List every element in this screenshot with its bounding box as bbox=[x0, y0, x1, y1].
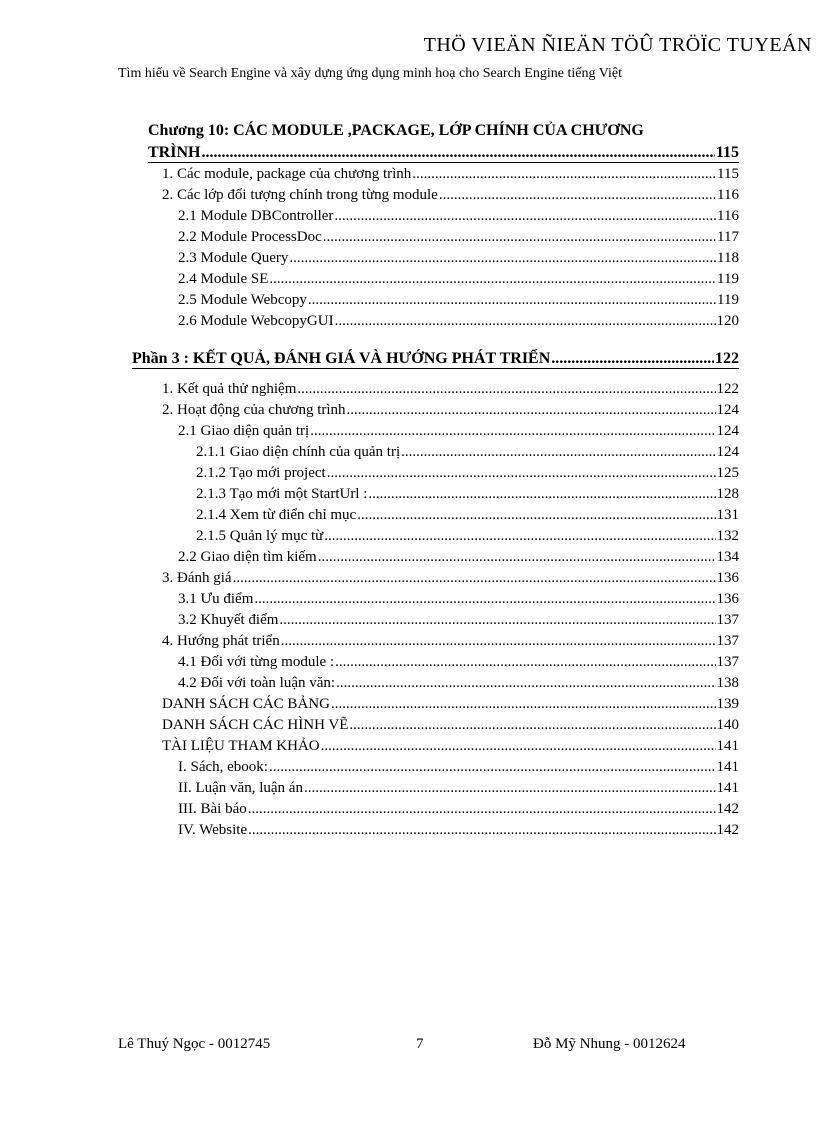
toc-entry bbox=[162, 696, 739, 713]
toc-entry-page: 125 bbox=[716, 465, 739, 481]
toc-entry bbox=[178, 801, 739, 818]
toc-entry bbox=[162, 381, 739, 398]
toc-entry-page: 115 bbox=[717, 166, 739, 182]
toc-leader-dots bbox=[248, 801, 716, 818]
footer-page-number: 7 bbox=[416, 1036, 424, 1052]
toc-entry-page: 137 bbox=[716, 612, 739, 628]
toc-entry-label: 2.2 Giao diện tìm kiếm bbox=[178, 549, 317, 565]
toc-entry-label: 2.1.3 Tạo mới một StartUrl : bbox=[196, 486, 368, 502]
toc-entry bbox=[178, 423, 739, 440]
toc-leader-dots bbox=[335, 654, 715, 671]
toc-entry bbox=[178, 271, 739, 288]
toc-entry-page: 119 bbox=[717, 271, 739, 287]
toc-entry-page: 131 bbox=[716, 507, 739, 523]
toc-leader-dots bbox=[248, 822, 715, 839]
toc-entry-page: 115 bbox=[715, 144, 739, 161]
toc-entry-label: 2.4 Module SE bbox=[178, 271, 269, 287]
toc-entry-label: 2.1 Giao diện quản trị bbox=[178, 423, 310, 439]
watermark-header: THÖ VIEÄN ÑIEÄN TÖÛ TRÖÏC TUYEÁN bbox=[423, 34, 812, 56]
toc-entry bbox=[162, 402, 739, 419]
toc-entry-page: 120 bbox=[716, 313, 739, 329]
toc-chapter-10-entry bbox=[148, 144, 739, 162]
toc-entry-label: DANH SÁCH CÁC HÌNH VẼ bbox=[162, 717, 349, 733]
toc-leader-dots bbox=[331, 696, 716, 713]
toc-entry-page: 136 bbox=[716, 591, 739, 607]
toc-leader-dots bbox=[269, 271, 716, 288]
toc-entry-label: 4. Hướng phát triển bbox=[162, 633, 280, 649]
toc-leader-dots bbox=[201, 144, 714, 162]
toc-leader-dots bbox=[357, 507, 715, 524]
toc-entry-label: 2. Hoạt động của chương trình bbox=[162, 402, 346, 418]
toc-leader-dots bbox=[269, 759, 716, 776]
toc-entry-label: 2.2 Module ProcessDoc bbox=[178, 229, 322, 245]
toc-entry bbox=[196, 444, 739, 461]
toc-entry-label: 2.5 Module Webcopy bbox=[178, 292, 307, 308]
toc-entry-label: 2. Các lớp đối tượng chính trong từng module bbox=[162, 187, 438, 203]
toc-entry-page: 137 bbox=[716, 633, 739, 649]
toc-leader-dots bbox=[310, 423, 715, 440]
toc-leader-dots bbox=[304, 780, 716, 797]
toc-entry bbox=[178, 612, 739, 629]
toc-entry-label: III. Bài báo bbox=[178, 801, 247, 817]
toc-entry-label: I. Sách, ebook: bbox=[178, 759, 268, 775]
toc-entry-underline bbox=[148, 162, 739, 163]
toc-entry bbox=[178, 759, 739, 776]
toc-entry-page: 116 bbox=[717, 208, 739, 224]
toc-entry-page: 118 bbox=[717, 250, 739, 266]
toc-entry bbox=[162, 187, 739, 204]
toc-leader-dots bbox=[279, 612, 715, 629]
toc-entry-page: 134 bbox=[716, 549, 739, 565]
toc-entry-label: 1. Kết quả thử nghiệm bbox=[162, 381, 297, 397]
toc-entry bbox=[162, 633, 739, 650]
toc-leader-dots bbox=[551, 350, 714, 368]
toc-entry-label: Phần 3 : KẾT QUẢ, ĐÁNH GIÁ VÀ HƯỚNG PHÁT TRIỂN bbox=[132, 350, 551, 367]
toc-leader-dots bbox=[233, 570, 716, 587]
toc-entry-label: 4.1 Đối với từng module : bbox=[178, 654, 335, 670]
toc-entry bbox=[178, 780, 739, 797]
toc-leader-dots bbox=[324, 528, 715, 545]
toc-entry bbox=[196, 486, 739, 503]
toc-leader-dots bbox=[289, 250, 716, 267]
toc-entry-label: 3.1 Ưu điểm bbox=[178, 591, 254, 607]
toc-entry-page: 136 bbox=[716, 570, 739, 586]
toc-leader-dots bbox=[321, 738, 716, 755]
toc-entry-label: II. Luận văn, luận án bbox=[178, 780, 303, 796]
toc-entry-page: 124 bbox=[716, 423, 739, 439]
toc-entry-page: 124 bbox=[716, 402, 739, 418]
toc-entry-page: 132 bbox=[716, 528, 739, 544]
toc-entry bbox=[178, 675, 739, 692]
toc-leader-dots bbox=[297, 381, 715, 398]
toc-entry bbox=[196, 465, 739, 482]
document-header-title: Tìm hiểu về Search Engine và xây dựng ứng dụng minh hoạ cho Search Engine tiếng Việt bbox=[118, 66, 622, 81]
toc-entry-page: 141 bbox=[716, 759, 739, 775]
footer-author-right: Đỗ Mỹ Nhung - 0012624 bbox=[533, 1036, 686, 1052]
toc-entry-page: 124 bbox=[716, 444, 739, 460]
toc-leader-dots bbox=[336, 675, 715, 692]
toc-entry-label: 2.1.5 Quản lý mục từ bbox=[196, 528, 324, 544]
toc-chapter-10-title: Chương 10: CÁC MODULE ,PACKAGE, LỚP CHÍNH CỦA CHƯƠNG bbox=[148, 122, 644, 139]
toc-entry-label: 4.2 Đối với toàn luận văn: bbox=[178, 675, 336, 691]
toc-entry-page: 137 bbox=[716, 654, 739, 670]
toc-entry-label: 2.6 Module WebcopyGUI bbox=[178, 313, 334, 329]
toc-entry-page: 140 bbox=[716, 717, 739, 733]
toc-leader-dots bbox=[412, 166, 716, 183]
toc-leader-dots bbox=[254, 591, 715, 608]
toc-entry-label: IV. Website bbox=[178, 822, 248, 838]
toc-leader-dots bbox=[368, 486, 715, 503]
toc-leader-dots bbox=[308, 292, 716, 309]
toc-entry bbox=[178, 591, 739, 608]
toc-part-entry bbox=[132, 350, 739, 368]
toc-leader-dots bbox=[281, 633, 716, 650]
toc-leader-dots bbox=[323, 229, 716, 246]
toc-entry-label: TRÌNH bbox=[148, 144, 201, 161]
toc-entry bbox=[196, 507, 739, 524]
toc-entry-page: 117 bbox=[717, 229, 739, 245]
toc-entry-page: 141 bbox=[716, 780, 739, 796]
toc-entry bbox=[162, 717, 739, 734]
toc-entry-page: 142 bbox=[716, 801, 739, 817]
toc-entry-label: 2.1.1 Giao diện chính của quản trị bbox=[196, 444, 401, 460]
toc-entry bbox=[178, 229, 739, 246]
toc-entry bbox=[196, 528, 739, 545]
toc-entry-page: 141 bbox=[716, 738, 739, 754]
toc-entry bbox=[178, 313, 739, 330]
toc-entry-page: 139 bbox=[716, 696, 739, 712]
toc-entry-page: 138 bbox=[716, 675, 739, 691]
toc-entry-page: 116 bbox=[717, 187, 739, 203]
toc-entry bbox=[178, 208, 739, 225]
toc-entry bbox=[162, 570, 739, 587]
toc-entry bbox=[178, 549, 739, 566]
toc-entry-label: 2.1 Module DBController bbox=[178, 208, 334, 224]
toc-entry-page: 119 bbox=[717, 292, 739, 308]
toc-entry bbox=[162, 166, 739, 183]
toc-entry-label: 2.1.4 Xem từ điển chỉ mục bbox=[196, 507, 357, 523]
toc-leader-dots bbox=[327, 465, 716, 482]
toc-leader-dots bbox=[401, 444, 715, 461]
footer-author-left: Lê Thuý Ngọc - 0012745 bbox=[118, 1036, 271, 1052]
toc-leader-dots bbox=[347, 402, 716, 419]
toc-entry bbox=[178, 250, 739, 267]
toc-entry-label: 3. Đánh giá bbox=[162, 570, 232, 586]
toc-part-underline bbox=[132, 368, 739, 369]
toc-entry-label: DANH SÁCH CÁC BẢNG bbox=[162, 696, 330, 712]
toc-entry-label: 3.2 Khuyết điểm bbox=[178, 612, 279, 628]
toc-leader-dots bbox=[334, 208, 716, 225]
toc-entry-label: 2.1.2 Tạo mới project bbox=[196, 465, 326, 481]
toc-leader-dots bbox=[349, 717, 715, 734]
toc-entry-label: 1. Các module, package của chương trình bbox=[162, 166, 412, 182]
toc-entry-page: 122 bbox=[716, 381, 739, 397]
toc-entry-page: 142 bbox=[716, 822, 739, 838]
toc-leader-dots bbox=[318, 549, 716, 566]
toc-entry-label: TÀI LIỆU THAM KHẢO bbox=[162, 738, 320, 754]
toc-entry bbox=[178, 654, 739, 671]
toc-entry bbox=[178, 292, 739, 309]
toc-entry bbox=[162, 738, 739, 755]
toc-entry-page: 128 bbox=[716, 486, 739, 502]
toc-entry-label: 2.3 Module Query bbox=[178, 250, 289, 266]
toc-leader-dots bbox=[335, 313, 716, 330]
toc-entry bbox=[178, 822, 739, 839]
toc-entry-page: 122 bbox=[715, 350, 739, 367]
toc-leader-dots bbox=[439, 187, 716, 204]
